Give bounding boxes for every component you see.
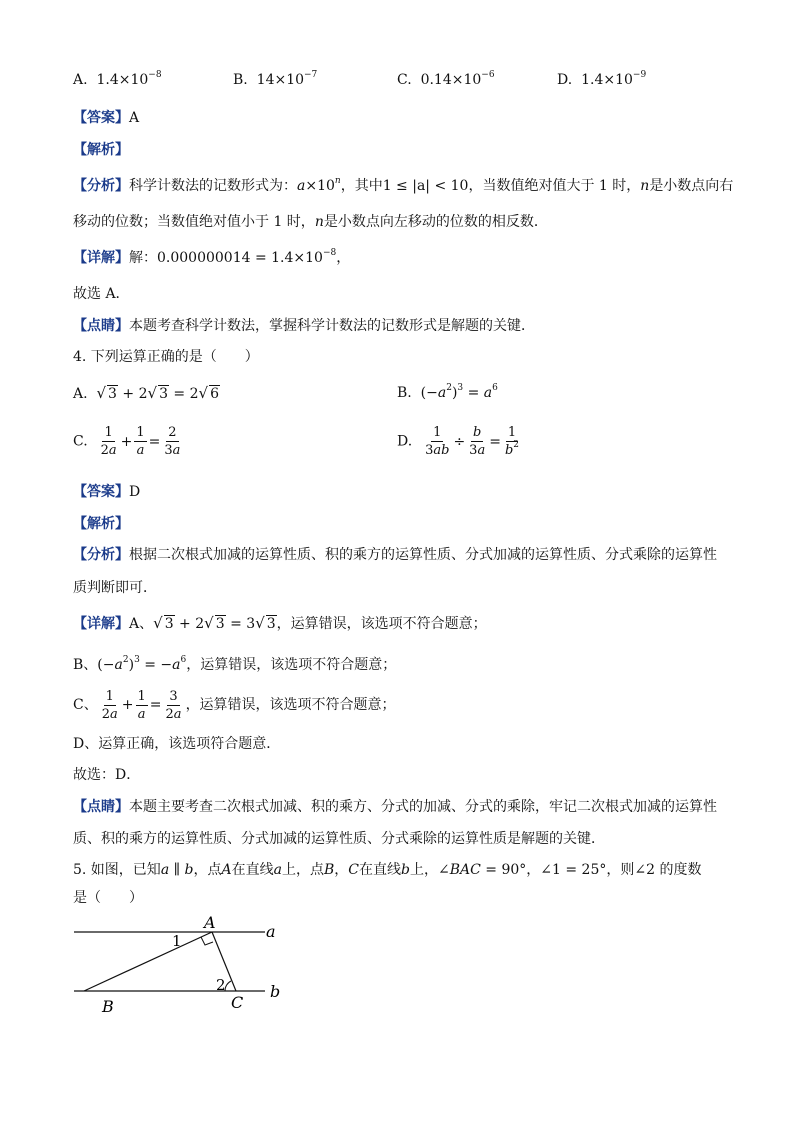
text: 上，点 [281,862,324,878]
option-exponent: −9 [632,70,647,80]
text: ，点 [193,862,222,878]
q4-dianjing-line1 [73,797,717,817]
option-label: D. [557,72,573,88]
q5-stem-line1: 5. 如图，已知a ∥ b，点A在直线a上，点B，C在直线b上，∠BAC = 90°，∠1 = 25°，则∠2 的度数 [73,862,702,878]
q4-stem [73,347,259,367]
text: D、运算正确，该选项符合题意． [73,736,281,752]
dianjing-tag: 【点睛】 [73,318,129,334]
q3-analysis-heading [73,140,129,160]
q3-option-b[interactable] [233,72,317,88]
answer-tag: 【答案】 [73,484,129,500]
q3-fenxi-line2 [73,212,548,232]
option-value: 0.14×10 [420,72,482,88]
answer-value: D [129,484,141,500]
answer-value: A [129,110,140,126]
formula-n: n [640,178,650,194]
q4-fenxi-line1 [73,545,717,565]
formula: √ 3 + 2√ 3 = 3√ 3 [153,614,276,632]
formula: B [323,862,335,878]
text: ，运算错误，该选项不符合题意； [186,657,397,673]
q5-figure [60,910,300,1020]
text: 在直线 [359,862,401,878]
right-angle-mark [201,937,213,945]
q3-option-a[interactable] [73,72,162,88]
text: ，运算错误，该选项不符合题意； [185,697,396,713]
text: 是小数点向左移动的位数的相反数． [323,214,548,230]
q4-choose [73,765,140,785]
label-line-a: a [266,922,276,941]
q4-fenxi-line2 [73,578,157,598]
text: 故选：D． [73,767,141,783]
formula-n: n [314,214,324,230]
q3-answer [73,108,139,128]
dianjing-tag: 【点睛】 [73,799,129,815]
q4-answer [73,482,140,502]
q4-option-b[interactable]: B. $(-a^2)^3 = a^6$ [397,383,498,401]
formula: $\frac{1}{2a}$ + $\frac{1}{a}$ = $\frac{2}{3a}$ [100,425,181,458]
analysis-tag: 【解析】 [73,516,129,532]
q4-option-d[interactable]: D. $\frac{1}{3ab}$ ÷ $\frac{b}{3a}$ = $\frac{1}{b^2}$ [397,424,523,459]
label-b-point: B [102,997,114,1016]
formula: C [348,862,359,878]
text: 是（ ） [73,890,143,906]
q3-option-d[interactable] [557,72,646,88]
formula-range: 1 ≤ |a| < 10 [382,178,469,194]
formula: a ∥ b [160,862,194,878]
option-value: 14×10 [256,72,305,88]
answer-tag: 【答案】 [73,110,129,126]
q3-dianjing [73,316,535,336]
text: ，运算错误，该选项不符合题意； [276,616,487,632]
q4-option-c[interactable]: C. $\frac{1}{2a}$ + $\frac{1}{a}$ = $\frac{2}{3a}$ [73,424,184,459]
q4-analysis-heading [73,514,129,534]
text: 在直线 [231,862,274,878]
text: 4. 下列运算正确的是（ ） [73,349,259,365]
formula: ∠BAC = 90°，∠1 = 25° [437,862,607,878]
text: 质判断即可． [73,580,157,596]
formula: $(-a^2)^3 = -a^6$ [97,655,187,673]
detail-tag: 【详解】 [73,616,129,632]
formula: b [401,862,410,878]
text: 科学计数法的记数形式为： [129,178,297,194]
text: 根据二次根式加减的运算性质、积的乘方的运算性质、分式加减的运算性质、分式乘除的运算性 [129,547,717,563]
fenxi-tag: 【分析】 [73,178,129,194]
exponent: −8 [322,248,337,258]
q4-detail-d [73,734,280,754]
q3-detail [73,248,350,268]
text: 是小数点向右 [649,178,734,194]
fenxi-tag: 【分析】 [73,547,129,563]
formula-times: $\times 10^n$ [305,176,341,194]
q5-stem-line2 [73,888,143,908]
text: ，其中 [340,178,383,194]
q4-option-a[interactable]: A. √ 3 + 2√ 3 = 2√ 6 [73,384,220,402]
label-c-point: C [231,993,244,1012]
q3-option-c[interactable] [397,72,495,88]
q4-detail-c: C、 $\frac{1}{2a}$ + $\frac{1}{a}$ = $\frac{3}{2a}$ ，运算错误，该选项不符合题意； [73,688,396,722]
formula: a [273,862,282,878]
analysis-tag: 【解析】 [73,142,129,158]
option-value: 1.4×10 [96,72,149,88]
text: 解：0.000000014 = 1.4×10 [129,250,323,266]
q4-detail-b: B、$(-a^2)^3 = -a^6$，运算错误，该选项不符合题意； [73,655,397,673]
option-label: B. [233,72,248,88]
text: 5. 如图，已知 [73,862,161,878]
option-label: A. [73,72,88,88]
label-angle-2: 2 [216,976,226,994]
angle-2-arc [225,981,231,991]
formula: $(-a^2)^3 = a^6$ [420,383,498,401]
option-label: C. [397,72,412,88]
option-exponent: −6 [481,70,495,80]
text: ，则∠2 的度数 [606,862,702,878]
q3-fenxi-line1 [73,176,733,196]
text: 质、积的乘方的运算性质、分式加减的运算性质、分式乘除的运算性质是解题的关键． [73,831,605,847]
formula: $\frac{1}{2a}$ + $\frac{1}{a}$ = $\frac{3}{2a}$ [101,688,182,722]
option-exponent: −8 [148,70,162,80]
q4-detail-a: 【详解】A、√ 3 + 2√ 3 = 3√ 3，运算错误，该选项不符合题意； [73,614,487,632]
text: 移动的位数；当数值绝对值小于 1 时， [73,214,315,230]
label-a-point: A [204,913,216,932]
q4-dianjing-line2 [73,829,605,849]
option-value: 1.4×10 [581,72,633,88]
label-line-b: b [270,982,281,1001]
text: 本题考查科学计数法，掌握科学计数法的记数形式是解题的关键． [129,318,535,334]
text: 上， [409,862,438,878]
q3-choose [73,284,130,304]
formula: A [221,862,232,878]
formula: √ 3 + 2√ 3 = 2√ 6 [96,384,220,402]
text: 故选 A． [73,286,130,302]
text: ，当数值绝对值大于 1 时， [468,178,641,194]
label-angle-1: 1 [172,932,182,950]
segment-ab [84,932,212,991]
text: 本题主要考查二次根式加减、积的乘方、分式的加减、分式的乘除，牢记二次根式加减的运算性 [129,799,717,815]
detail-tag: 【详解】 [73,250,129,266]
text: ， [336,250,351,266]
formula-a-times-ten: a [297,178,306,194]
formula: $\frac{1}{3ab}$ ÷ $\frac{b}{3a}$ = $\frac{1}{b^2}$ [425,425,520,458]
option-exponent: −7 [304,70,318,80]
